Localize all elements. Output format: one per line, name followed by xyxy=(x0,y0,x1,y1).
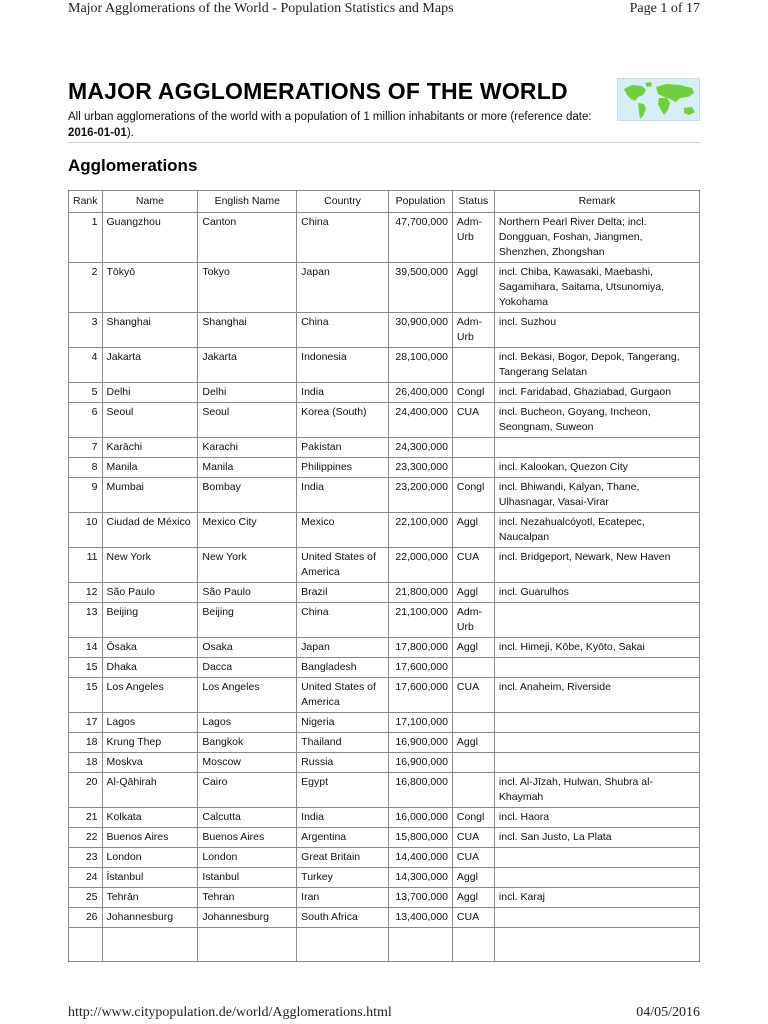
cell-rank: 15 xyxy=(69,678,103,713)
cell-remark xyxy=(494,733,699,753)
cell-country: United States of America xyxy=(297,548,389,583)
filler-cell xyxy=(388,928,452,962)
cell-english-name: Bangkok xyxy=(198,733,297,753)
table-row xyxy=(69,733,700,753)
cell-rank: 24 xyxy=(69,868,103,888)
cell-status: CUA xyxy=(452,908,494,928)
cell-remark: incl. Bucheon, Goyang, Incheon, Seongnam, Suweon xyxy=(494,403,699,438)
cell-remark: incl. Karaj xyxy=(494,888,699,908)
cell-name: Mumbai xyxy=(102,478,198,513)
cell-country: India xyxy=(297,808,389,828)
cell-rank: 20 xyxy=(69,773,103,808)
cell-status: CUA xyxy=(452,403,494,438)
page-title: MAJOR AGGLOMERATIONS OF THE WORLD xyxy=(68,78,568,104)
cell-remark xyxy=(494,658,699,678)
cell-population: 17,100,000 xyxy=(388,713,452,733)
cell-status: Adm-Urb xyxy=(452,603,494,638)
cell-status xyxy=(452,658,494,678)
cell-status xyxy=(452,438,494,458)
cell-status: Adm-Urb xyxy=(452,313,494,348)
cell-english-name: Osaka xyxy=(198,638,297,658)
cell-rank: 7 xyxy=(69,438,103,458)
print-header-title: Major Agglomerations of the World - Population Statistics and Maps xyxy=(68,1,454,16)
cell-remark xyxy=(494,908,699,928)
cell-name: Ōsaka xyxy=(102,638,198,658)
column-header-remark: Remark xyxy=(494,191,699,213)
cell-remark xyxy=(494,603,699,638)
filler-cell xyxy=(494,928,699,962)
cell-remark: incl. Bhiwandi, Kalyan, Thane, Ulhasnagar, Vasai-Virar xyxy=(494,478,699,513)
greenland-shape xyxy=(645,82,652,87)
reference-date: 2016-01-01 xyxy=(68,127,127,139)
cell-population: 23,200,000 xyxy=(388,478,452,513)
agglomerations-table xyxy=(68,190,700,962)
cell-name: New York xyxy=(102,548,198,583)
cell-status: CUA xyxy=(452,848,494,868)
table-row xyxy=(69,548,700,583)
cell-name: İstanbul xyxy=(102,868,198,888)
cell-name: London xyxy=(102,848,198,868)
cell-rank: 18 xyxy=(69,733,103,753)
cell-country: Pakistan xyxy=(297,438,389,458)
table-row xyxy=(69,638,700,658)
cell-remark: incl. Suzhou xyxy=(494,313,699,348)
cell-english-name: São Paulo xyxy=(198,583,297,603)
cell-rank: 8 xyxy=(69,458,103,478)
cell-status: Aggl xyxy=(452,583,494,603)
cell-remark xyxy=(494,868,699,888)
cell-country: Mexico xyxy=(297,513,389,548)
table-row xyxy=(69,478,700,513)
table-body xyxy=(69,213,700,962)
cell-name: Jakarta xyxy=(102,348,198,383)
cell-population: 16,000,000 xyxy=(388,808,452,828)
cell-remark: incl. Bekasi, Bogor, Depok, Tangerang, Tangerang Selatan xyxy=(494,348,699,383)
cell-english-name: Los Angeles xyxy=(198,678,297,713)
cell-country: Japan xyxy=(297,638,389,658)
column-header-status: Status xyxy=(452,191,494,213)
cell-remark: incl. Al-Jīzah, Hulwan, Shubra al-Khaymah xyxy=(494,773,699,808)
table-row xyxy=(69,658,700,678)
table-row xyxy=(69,583,700,603)
cell-rank: 15 xyxy=(69,658,103,678)
cell-rank: 25 xyxy=(69,888,103,908)
cell-remark xyxy=(494,848,699,868)
cell-population: 26,400,000 xyxy=(388,383,452,403)
cell-english-name: Mexico City xyxy=(198,513,297,548)
source-url[interactable]: http://www.citypopulation.de/world/Agglomerations.html xyxy=(68,1005,392,1020)
table-row xyxy=(69,313,700,348)
cell-remark xyxy=(494,713,699,733)
cell-country: Thailand xyxy=(297,733,389,753)
filler-cell xyxy=(69,928,103,962)
filler-cell xyxy=(102,928,198,962)
cell-english-name: London xyxy=(198,848,297,868)
cell-country: Philippines xyxy=(297,458,389,478)
cell-name: Karāchi xyxy=(102,438,198,458)
cell-rank: 2 xyxy=(69,263,103,313)
table-row xyxy=(69,438,700,458)
cell-rank: 21 xyxy=(69,808,103,828)
cell-remark: incl. Kalookan, Quezon City xyxy=(494,458,699,478)
cell-country: Korea (South) xyxy=(297,403,389,438)
cell-country: China xyxy=(297,313,389,348)
cell-rank: 6 xyxy=(69,403,103,438)
cell-country: Egypt xyxy=(297,773,389,808)
cell-rank: 5 xyxy=(69,383,103,403)
table-row xyxy=(69,888,700,908)
cell-name: Seoul xyxy=(102,403,198,438)
cell-rank: 3 xyxy=(69,313,103,348)
cell-english-name: Cairo xyxy=(198,773,297,808)
table-row xyxy=(69,868,700,888)
cell-name: Al-Qāhirah xyxy=(102,773,198,808)
table-row xyxy=(69,383,700,403)
cell-status: Congl xyxy=(452,383,494,403)
section-title: Agglomerations xyxy=(68,156,198,175)
cell-status xyxy=(452,773,494,808)
cell-english-name: Istanbul xyxy=(198,868,297,888)
table-row xyxy=(69,828,700,848)
table-row xyxy=(69,348,700,383)
cell-remark: incl. Guarulhos xyxy=(494,583,699,603)
cell-population: 15,800,000 xyxy=(388,828,452,848)
cell-country: China xyxy=(297,603,389,638)
cell-english-name: Karachi xyxy=(198,438,297,458)
cell-rank: 4 xyxy=(69,348,103,383)
cell-rank: 23 xyxy=(69,848,103,868)
filler-cell xyxy=(297,928,389,962)
cell-remark: incl. Chiba, Kawasaki, Maebashi, Sagamihara, Saitama, Utsunomiya, Yokohama xyxy=(494,263,699,313)
cell-country: Japan xyxy=(297,263,389,313)
cell-country: Indonesia xyxy=(297,348,389,383)
cell-rank: 13 xyxy=(69,603,103,638)
cell-status: Aggl xyxy=(452,263,494,313)
cell-name: Los Angeles xyxy=(102,678,198,713)
table-row xyxy=(69,773,700,808)
cell-country: India xyxy=(297,383,389,403)
australia-shape xyxy=(684,107,695,115)
cell-country: Russia xyxy=(297,753,389,773)
cell-name: Tehrān xyxy=(102,888,198,908)
cell-remark: incl. Haora xyxy=(494,808,699,828)
table-header-row xyxy=(69,191,700,213)
cell-population: 24,300,000 xyxy=(388,438,452,458)
cell-name: Guangzhou xyxy=(102,213,198,263)
cell-english-name: Moscow xyxy=(198,753,297,773)
table-row xyxy=(69,713,700,733)
cell-rank: 11 xyxy=(69,548,103,583)
cell-country: Nigeria xyxy=(297,713,389,733)
cell-status: Aggl xyxy=(452,733,494,753)
page-subtitle xyxy=(68,109,608,141)
column-header-name: Name xyxy=(102,191,198,213)
cell-english-name: Bombay xyxy=(198,478,297,513)
table-row xyxy=(69,753,700,773)
table-row xyxy=(69,908,700,928)
cell-population: 13,700,000 xyxy=(388,888,452,908)
cell-population: 21,100,000 xyxy=(388,603,452,638)
cell-country: United States of America xyxy=(297,678,389,713)
cell-rank: 10 xyxy=(69,513,103,548)
cell-name: Lagos xyxy=(102,713,198,733)
cell-status: Adm-Urb xyxy=(452,213,494,263)
cell-status: Aggl xyxy=(452,638,494,658)
cell-english-name: Dacca xyxy=(198,658,297,678)
cell-population: 16,900,000 xyxy=(388,733,452,753)
north-america-shape xyxy=(624,85,646,101)
cell-english-name: Shanghai xyxy=(198,313,297,348)
cell-country: Turkey xyxy=(297,868,389,888)
cell-status xyxy=(452,753,494,773)
cell-rank: 18 xyxy=(69,753,103,773)
cell-english-name: Canton xyxy=(198,213,297,263)
table-row xyxy=(69,458,700,478)
cell-country: Great Britain xyxy=(297,848,389,868)
cell-country: Brazil xyxy=(297,583,389,603)
cell-name: Kolkata xyxy=(102,808,198,828)
table-row xyxy=(69,848,700,868)
cell-country: Iran xyxy=(297,888,389,908)
cell-population: 24,400,000 xyxy=(388,403,452,438)
cell-population: 28,100,000 xyxy=(388,348,452,383)
cell-population: 14,400,000 xyxy=(388,848,452,868)
cell-population: 39,500,000 xyxy=(388,263,452,313)
cell-country: India xyxy=(297,478,389,513)
cell-population: 16,800,000 xyxy=(388,773,452,808)
cell-status xyxy=(452,713,494,733)
subtitle-end: ). xyxy=(126,127,134,139)
cell-population: 13,400,000 xyxy=(388,908,452,928)
cell-remark: incl. Anaheim, Riverside xyxy=(494,678,699,713)
cell-remark: incl. Faridabad, Ghaziabad, Gurgaon xyxy=(494,383,699,403)
cell-english-name: Tehran xyxy=(198,888,297,908)
column-header-country: Country xyxy=(297,191,389,213)
cell-english-name: Tokyo xyxy=(198,263,297,313)
cell-name: Buenos Aires xyxy=(102,828,198,848)
cell-english-name: New York xyxy=(198,548,297,583)
cell-english-name: Buenos Aires xyxy=(198,828,297,848)
cell-status: Congl xyxy=(452,478,494,513)
filler-cell xyxy=(198,928,297,962)
cell-rank: 17 xyxy=(69,713,103,733)
cell-english-name: Jakarta xyxy=(198,348,297,383)
south-america-shape xyxy=(638,103,646,119)
table-row xyxy=(69,213,700,263)
column-header-rank: Rank xyxy=(69,191,103,213)
cell-remark xyxy=(494,438,699,458)
cell-rank: 12 xyxy=(69,583,103,603)
cell-status: CUA xyxy=(452,548,494,583)
cell-name: Delhi xyxy=(102,383,198,403)
filler-cell xyxy=(452,928,494,962)
cell-status: Congl xyxy=(452,808,494,828)
cell-population: 30,900,000 xyxy=(388,313,452,348)
cell-population: 14,300,000 xyxy=(388,868,452,888)
cell-english-name: Calcutta xyxy=(198,808,297,828)
cell-rank: 1 xyxy=(69,213,103,263)
cell-name: Beijing xyxy=(102,603,198,638)
cell-remark: incl. Himeji, Kōbe, Kyōto, Sakai xyxy=(494,638,699,658)
world-map-graphic xyxy=(618,79,701,122)
cell-remark: incl. San Justo, La Plata xyxy=(494,828,699,848)
cell-english-name: Lagos xyxy=(198,713,297,733)
cell-name: Krung Thep xyxy=(102,733,198,753)
cell-country: South Africa xyxy=(297,908,389,928)
cell-population: 17,600,000 xyxy=(388,678,452,713)
cell-english-name: Beijing xyxy=(198,603,297,638)
divider xyxy=(68,142,700,143)
subtitle-text: All urban agglomerations of the world with a population of 1 million inhabitants or more (reference date: xyxy=(68,111,592,123)
cell-population: 16,900,000 xyxy=(388,753,452,773)
cell-population: 17,600,000 xyxy=(388,658,452,678)
table-row xyxy=(69,808,700,828)
cell-status: CUA xyxy=(452,828,494,848)
cell-country: China xyxy=(297,213,389,263)
column-header-english-name: English Name xyxy=(198,191,297,213)
cell-name: Ciudad de México xyxy=(102,513,198,548)
column-header-population: Population xyxy=(388,191,452,213)
cell-rank: 26 xyxy=(69,908,103,928)
cell-name: Moskva xyxy=(102,753,198,773)
cell-name: Tōkyō xyxy=(102,263,198,313)
cell-status: CUA xyxy=(452,678,494,713)
cell-status: Aggl xyxy=(452,868,494,888)
cell-population: 22,100,000 xyxy=(388,513,452,548)
cell-rank: 14 xyxy=(69,638,103,658)
cell-status xyxy=(452,458,494,478)
cell-remark: incl. Bridgeport, Newark, New Haven xyxy=(494,548,699,583)
cell-remark xyxy=(494,753,699,773)
table-row xyxy=(69,263,700,313)
cell-population: 17,800,000 xyxy=(388,638,452,658)
africa-shape xyxy=(658,98,670,115)
print-footer xyxy=(68,1005,700,1023)
print-header xyxy=(68,0,700,22)
cell-status xyxy=(452,348,494,383)
cell-name: Dhaka xyxy=(102,658,198,678)
cell-english-name: Delhi xyxy=(198,383,297,403)
cell-rank: 9 xyxy=(69,478,103,513)
cell-country: Bangladesh xyxy=(297,658,389,678)
table-row xyxy=(69,513,700,548)
print-date: 04/05/2016 xyxy=(636,1005,700,1020)
cell-name: São Paulo xyxy=(102,583,198,603)
cell-population: 21,800,000 xyxy=(388,583,452,603)
cell-status: Aggl xyxy=(452,513,494,548)
table-row xyxy=(69,678,700,713)
cell-name: Shanghai xyxy=(102,313,198,348)
cell-population: 22,000,000 xyxy=(388,548,452,583)
cell-rank: 22 xyxy=(69,828,103,848)
cell-population: 23,300,000 xyxy=(388,458,452,478)
cell-remark: Northern Pearl River Delta; incl. Dongguan, Foshan, Jiangmen, Shenzhen, Zhongshan xyxy=(494,213,699,263)
cell-english-name: Johannesburg xyxy=(198,908,297,928)
cell-name: Johannesburg xyxy=(102,908,198,928)
table-filler-row xyxy=(69,928,700,962)
table-row xyxy=(69,403,700,438)
cell-english-name: Manila xyxy=(198,458,297,478)
cell-population: 47,700,000 xyxy=(388,213,452,263)
cell-english-name: Seoul xyxy=(198,403,297,438)
cell-country: Argentina xyxy=(297,828,389,848)
cell-name: Manila xyxy=(102,458,198,478)
table-row xyxy=(69,603,700,638)
cell-remark: incl. Nezahualcóyotl, Ecatepec, Naucalpan xyxy=(494,513,699,548)
cell-status: Aggl xyxy=(452,888,494,908)
page-number: Page 1 of 17 xyxy=(629,1,700,16)
world-map-icon[interactable] xyxy=(617,78,700,121)
